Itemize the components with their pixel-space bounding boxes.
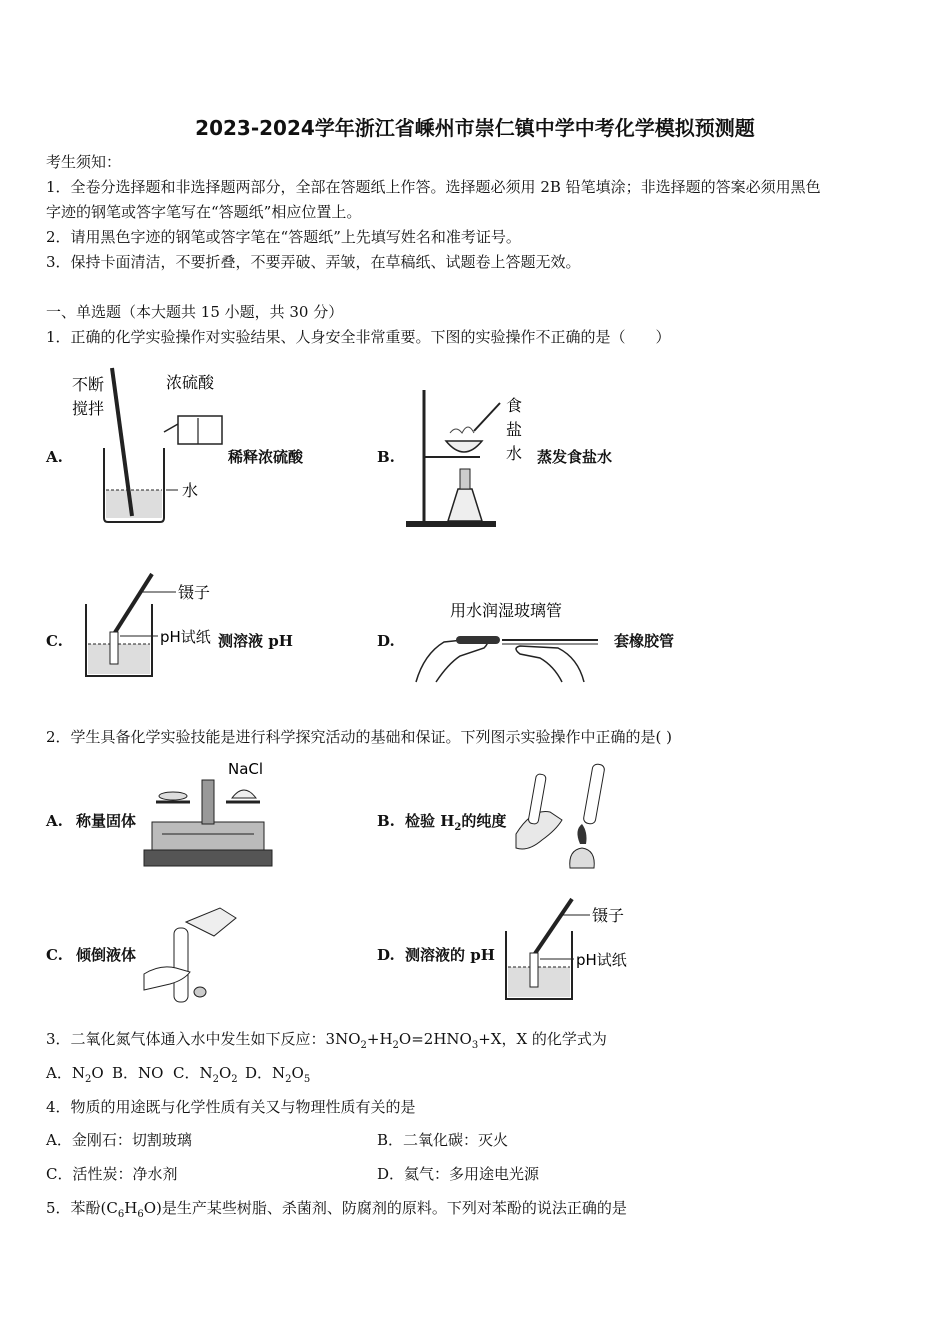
q3-option-a: A．$N_2O$ [46, 1064, 104, 1085]
q1-stem: 1．正确的化学实验操作对实验结果、人身安全非常重要。下图的实验操作不正确的是（ ） [46, 328, 671, 346]
q1-b-letter: B. [377, 448, 395, 466]
q3-option-d: D．$N_2O_5$ [245, 1064, 311, 1085]
q3-option-c: C．$N_2O_2$ [173, 1064, 238, 1085]
q1-c-letter: C. [46, 632, 63, 650]
q2-d-letter: D. [377, 946, 395, 964]
diluting-acid-figure [68, 368, 228, 528]
ph-test-figure-2 [500, 895, 635, 1003]
q2-b-caption: 检验 $H_2$的纯度 [405, 812, 507, 833]
q1-b-caption: 蒸发食盐水 [537, 448, 613, 466]
q2-stem: 2．学生具备化学实验技能是进行科学探究活动的基础和保证。下列图示实验操作中正确的是( ) [46, 728, 673, 746]
q4-stem: 4．物质的用途既与化学性质有关又与物理性质有关的是 [46, 1098, 416, 1116]
ph-test-figure [80, 572, 220, 684]
q2-b-letter: B. [377, 812, 395, 830]
q4-option-a: A．金刚石：切割玻璃 [46, 1131, 192, 1149]
fig-label: pH试纸 [576, 951, 627, 969]
q2-d-caption: 测溶液的 pH [405, 946, 495, 964]
page-title: 2023-2024学年浙江省嵊州市崇仁镇中学中考化学模拟预测题 [195, 116, 755, 140]
notice-heading: 考生须知： [46, 153, 122, 171]
q3-option-b: B．NO [112, 1064, 164, 1082]
q2-a-caption: 称量固体 [76, 812, 137, 830]
q4-option-c: C．活性炭：净水剂 [46, 1165, 178, 1183]
fig-label: NaCl [228, 760, 264, 778]
fig-label: 食 [506, 396, 523, 415]
fig-label: 用水润湿玻璃管 [450, 601, 563, 620]
q2-c-caption: 倾倒液体 [76, 946, 137, 964]
notice-line-2: 2．请用黑色字迹的钢笔或答字笔在“答题纸”上先填写姓名和准考证号。 [46, 228, 521, 246]
fig-label: 水 [506, 444, 523, 463]
q4-option-d: D．氦气：多用途电光源 [377, 1165, 540, 1183]
q1-a-letter: A. [46, 448, 63, 466]
hydrogen-test-figure [512, 760, 612, 872]
fig-label: 水 [182, 481, 199, 500]
fig-label: 镊子 [592, 906, 625, 925]
q2-c-letter: C. [46, 946, 63, 964]
pour-liquid-figure [140, 900, 240, 1006]
q1-d-letter: D. [377, 632, 395, 650]
balance-figure [140, 758, 275, 870]
q5-stem: 5．苯酚$(C_6H_6O)$是生产某些树脂、杀菌剂、防腐剂的原料。下列对苯酚的说法正确的是 [46, 1199, 627, 1220]
q1-a-caption: 稀释浓硫酸 [228, 448, 304, 466]
notice-line-1a: 1．全卷分选择题和非选择题两部分，全部在答题纸上作答。选择题必须用 2B 铅笔填涂；非选择题的答案必须用黑色 [46, 178, 821, 196]
q1-d-caption: 套橡胶管 [614, 632, 675, 650]
fig-label: 浓硫酸 [166, 373, 215, 392]
section-heading: 一、单选题（本大题共 15 小题，共 30 分） [46, 303, 344, 321]
fig-label: 不断 [72, 375, 105, 394]
q3-stem: 3．二氧化氮气体通入水中发生如下反应：$3NO_2+H_2O=2HNO_3+X$，X 的化学式为 [46, 1030, 607, 1051]
fig-label: pH试纸 [160, 628, 211, 646]
evaporation-figure [402, 385, 532, 530]
q4-option-b: B．二氧化碳：灭火 [377, 1131, 509, 1149]
fig-label: 镊子 [178, 583, 211, 602]
rubber-tube-figure [408, 598, 603, 690]
fig-label: 搅拌 [72, 399, 105, 418]
q1-c-caption: 测溶液 pH [218, 632, 293, 650]
notice-line-3: 3．保持卡面清洁，不要折叠，不要弄破、弄皱，在草稿纸、试题卷上答题无效。 [46, 253, 581, 271]
notice-line-1b: 字迹的钢笔或答字笔写在“答题纸”相应位置上。 [46, 203, 362, 221]
fig-label: 盐 [506, 420, 523, 439]
q2-a-letter: A. [46, 812, 63, 830]
